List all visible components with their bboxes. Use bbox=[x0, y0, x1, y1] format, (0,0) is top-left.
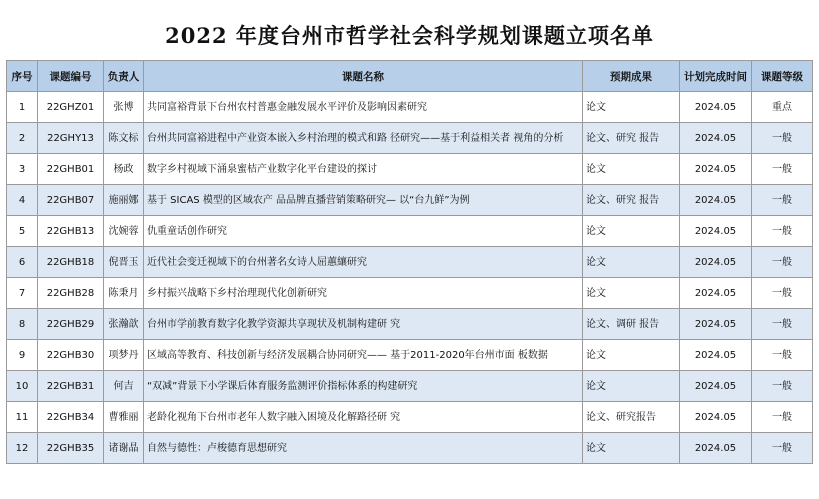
table-row bbox=[7, 123, 813, 154]
cell-date: 2024.05 bbox=[680, 154, 752, 185]
table-row bbox=[7, 278, 813, 309]
cell-date: 2024.05 bbox=[680, 433, 752, 464]
cell-code: 22GHB28 bbox=[38, 278, 104, 309]
cell-date: 2024.05 bbox=[680, 247, 752, 278]
cell-code: 22GHZ01 bbox=[38, 92, 104, 123]
cell-result: 论文 bbox=[583, 433, 680, 464]
cell-num: 4 bbox=[7, 185, 38, 216]
cell-code: 22GHB30 bbox=[38, 340, 104, 371]
cell-project-name: “双减”背景下小学课后体育服务监测评价指标体系的构建研究 bbox=[144, 371, 583, 402]
table-row bbox=[7, 433, 813, 464]
cell-date: 2024.05 bbox=[680, 216, 752, 247]
cell-leader: 何吉 bbox=[104, 371, 144, 402]
cell-level: 一般 bbox=[752, 309, 813, 340]
cell-leader: 诸谢晶 bbox=[104, 433, 144, 464]
cell-code: 22GHB13 bbox=[38, 216, 104, 247]
cell-date: 2024.05 bbox=[680, 402, 752, 433]
cell-date: 2024.05 bbox=[680, 123, 752, 154]
cell-result: 论文、研究 报告 bbox=[583, 185, 680, 216]
cell-leader: 曹雅丽 bbox=[104, 402, 144, 433]
cell-project-name: 区域高等教育、科技创新与经济发展耦合协同研究—— 基于2011-2020年台州市面 板数据 bbox=[144, 340, 583, 371]
cell-project-name: 近代社会变迁视域下的台州著名女诗人屈蕙纕研究 bbox=[144, 247, 583, 278]
cell-num: 6 bbox=[7, 247, 38, 278]
cell-leader: 项梦丹 bbox=[104, 340, 144, 371]
cell-leader: 杨政 bbox=[104, 154, 144, 185]
table-row bbox=[7, 247, 813, 278]
table-row bbox=[7, 371, 813, 402]
cell-num: 8 bbox=[7, 309, 38, 340]
header-level: 课题等级 bbox=[752, 61, 813, 92]
cell-level: 一般 bbox=[752, 216, 813, 247]
header-date: 计划完成时间 bbox=[680, 61, 752, 92]
cell-leader: 张博 bbox=[104, 92, 144, 123]
cell-result: 论文 bbox=[583, 247, 680, 278]
cell-project-name: 乡村振兴战略下乡村治理现代化创新研究 bbox=[144, 278, 583, 309]
cell-level: 一般 bbox=[752, 278, 813, 309]
cell-num: 3 bbox=[7, 154, 38, 185]
cell-level: 一般 bbox=[752, 123, 813, 154]
cell-level: 一般 bbox=[752, 340, 813, 371]
cell-num: 2 bbox=[7, 123, 38, 154]
cell-result: 论文 bbox=[583, 278, 680, 309]
cell-code: 22GHB31 bbox=[38, 371, 104, 402]
cell-leader: 沈婉蓉 bbox=[104, 216, 144, 247]
cell-code: 22GHB35 bbox=[38, 433, 104, 464]
cell-project-name: 台州市学前教育数字化教学资源共享现状及机制构建研 究 bbox=[144, 309, 583, 340]
cell-date: 2024.05 bbox=[680, 278, 752, 309]
cell-level: 一般 bbox=[752, 402, 813, 433]
cell-level: 一般 bbox=[752, 185, 813, 216]
cell-result: 论文 bbox=[583, 92, 680, 123]
cell-project-name: 老龄化视角下台州市老年人数字融入困境及化解路径研 究 bbox=[144, 402, 583, 433]
cell-project-name: 仇重童话创作研究 bbox=[144, 216, 583, 247]
table-row bbox=[7, 92, 813, 123]
header-num: 序号 bbox=[7, 61, 38, 92]
project-table bbox=[6, 60, 813, 464]
header-code: 课题编号 bbox=[38, 61, 104, 92]
cell-code: 22GHY13 bbox=[38, 123, 104, 154]
cell-result: 论文 bbox=[583, 340, 680, 371]
table-header-row bbox=[7, 61, 813, 92]
cell-num: 11 bbox=[7, 402, 38, 433]
cell-level: 一般 bbox=[752, 433, 813, 464]
cell-leader: 施丽娜 bbox=[104, 185, 144, 216]
cell-leader: 张瀚歆 bbox=[104, 309, 144, 340]
page-title: 2022 年度台州市哲学社会科学规划课题立项名单 bbox=[165, 23, 654, 48]
table-row bbox=[7, 185, 813, 216]
cell-date: 2024.05 bbox=[680, 92, 752, 123]
cell-num: 1 bbox=[7, 92, 38, 123]
cell-project-name: 台州共同富裕进程中产业资本嵌入乡村治理的模式和路 径研究——基于利益相关者 视角的分析 bbox=[144, 123, 583, 154]
cell-num: 7 bbox=[7, 278, 38, 309]
table-row bbox=[7, 154, 813, 185]
cell-num: 12 bbox=[7, 433, 38, 464]
cell-num: 5 bbox=[7, 216, 38, 247]
cell-leader: 陈文标 bbox=[104, 123, 144, 154]
cell-level: 重点 bbox=[752, 92, 813, 123]
cell-num: 9 bbox=[7, 340, 38, 371]
header-name: 课题名称 bbox=[144, 61, 583, 92]
cell-date: 2024.05 bbox=[680, 371, 752, 402]
header-result: 预期成果 bbox=[583, 61, 680, 92]
table-row bbox=[7, 402, 813, 433]
cell-level: 一般 bbox=[752, 371, 813, 402]
cell-project-name: 数字乡村视域下涌泉蜜桔产业数字化平台建设的探讨 bbox=[144, 154, 583, 185]
cell-project-name: 自然与德性：卢梭德育思想研究 bbox=[144, 433, 583, 464]
header-leader: 负责人 bbox=[104, 61, 144, 92]
cell-leader: 陈秉月 bbox=[104, 278, 144, 309]
cell-level: 一般 bbox=[752, 247, 813, 278]
table-row bbox=[7, 340, 813, 371]
cell-result: 论文、研究 报告 bbox=[583, 123, 680, 154]
cell-level: 一般 bbox=[752, 154, 813, 185]
cell-date: 2024.05 bbox=[680, 185, 752, 216]
cell-date: 2024.05 bbox=[680, 309, 752, 340]
cell-num: 10 bbox=[7, 371, 38, 402]
cell-result: 论文 bbox=[583, 216, 680, 247]
cell-code: 22GHB34 bbox=[38, 402, 104, 433]
cell-code: 22GHB18 bbox=[38, 247, 104, 278]
cell-result: 论文 bbox=[583, 154, 680, 185]
cell-date: 2024.05 bbox=[680, 340, 752, 371]
table-row bbox=[7, 216, 813, 247]
cell-code: 22GHB07 bbox=[38, 185, 104, 216]
cell-code: 22GHB01 bbox=[38, 154, 104, 185]
cell-project-name: 基于 SICAS 模型的区域农产 品品牌直播营销策略研究— 以“台九鲜”为例 bbox=[144, 185, 583, 216]
cell-project-name: 共同富裕背景下台州农村普惠金融发展水平评价及影响因素研究 bbox=[144, 92, 583, 123]
cell-leader: 倪晋玉 bbox=[104, 247, 144, 278]
cell-result: 论文、调研 报告 bbox=[583, 309, 680, 340]
cell-result: 论文 bbox=[583, 371, 680, 402]
cell-code: 22GHB29 bbox=[38, 309, 104, 340]
cell-result: 论文、研究报告 bbox=[583, 402, 680, 433]
table-row bbox=[7, 309, 813, 340]
